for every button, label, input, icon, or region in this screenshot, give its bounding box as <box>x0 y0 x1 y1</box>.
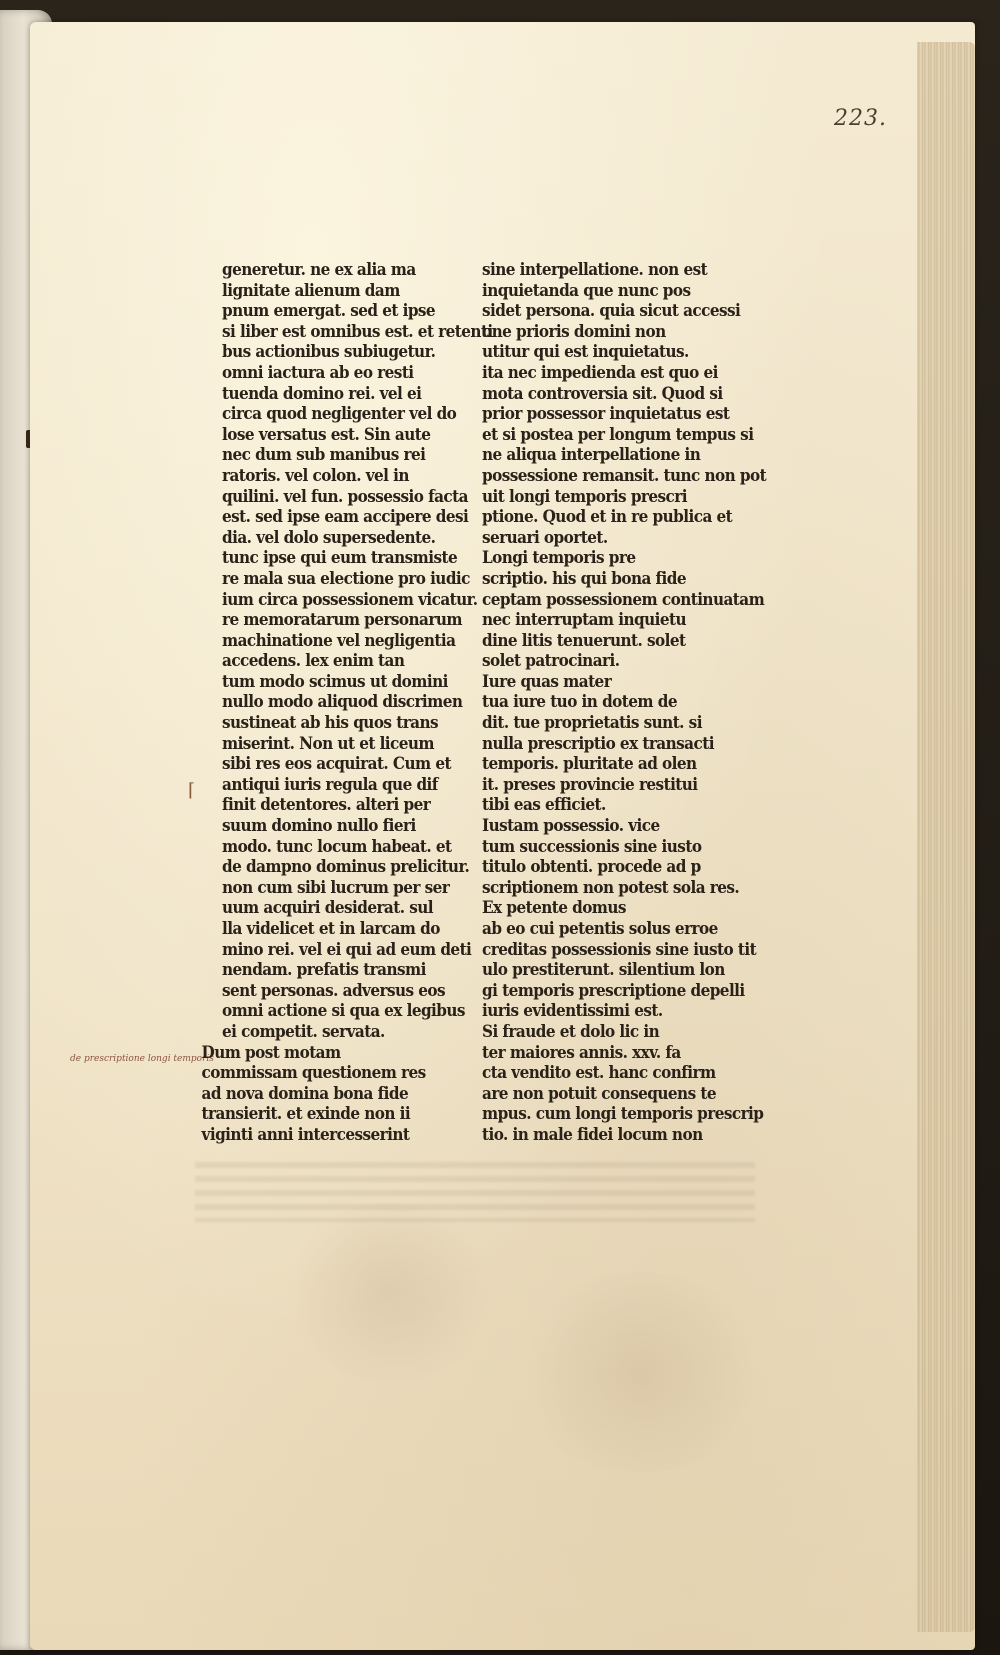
text-line: finit detentores. alteri per <box>222 795 431 815</box>
stain <box>280 1202 500 1382</box>
text-line: gi temporis prescriptione depelli <box>482 980 745 1000</box>
text-line: ab eo cui petentis solus erroe <box>482 919 718 938</box>
text-line: viginti anni intercesserint <box>201 1124 410 1144</box>
text-line: transierit. et exinde non ii <box>201 1104 411 1124</box>
text-line: suum domino nullo fieri <box>222 816 416 836</box>
text-line: ium circa possessionem vicatur. <box>222 589 478 609</box>
text-line: seruari oportet. <box>482 527 608 547</box>
manuscript-page <box>30 22 975 1650</box>
text-line: machinatione vel negligentia <box>222 630 456 650</box>
text-line: titulo obtenti. procede ad p <box>482 857 701 877</box>
text-line: nullo modo aliquod discrimen <box>222 692 463 712</box>
text-line: mota controversia sit. Quod si <box>482 383 723 403</box>
text-line: prior possessor inquietatus est <box>482 404 730 424</box>
text-line: cta vendito est. hanc confirm <box>482 1063 716 1083</box>
text-line: Dum post motam <box>201 1042 341 1062</box>
text-line: tum modo scimus ut domini <box>222 671 448 691</box>
text-line: pnum emergat. sed et ipse <box>222 301 436 321</box>
text-line: sibi res eos acquirat. Cum et <box>222 754 451 774</box>
text-line: mino rei. vel ei qui ad eum deti <box>222 939 472 959</box>
text-line: ulo prestiterunt. silentium lon <box>482 960 725 980</box>
text-line: re memoratarum personarum <box>222 610 462 630</box>
text-line: solet patrocinari. <box>482 651 620 671</box>
text-line: accedens. lex enim tan <box>222 651 405 671</box>
text-line: tibi eas efficiet. <box>482 795 606 815</box>
text-line: mpus. cum longi temporis prescrip <box>482 1104 764 1124</box>
text-line: nulla prescriptio ex transacti <box>482 733 714 753</box>
text-line: et si postea per longum tempus si <box>482 424 754 444</box>
text-line: non cum sibi lucrum per ser <box>222 877 450 897</box>
margin-note: de prescriptione longi temporis <box>70 1054 214 1064</box>
text-line: scriptionem non potest sola res. <box>482 877 740 897</box>
text-line: possessione remansit. tunc non pot <box>482 465 767 485</box>
text-line: sent personas. adversus eos <box>222 980 446 1000</box>
text-line: dit. tue proprietatis sunt. si <box>482 713 702 733</box>
text-line: omni actione si qua ex legibus <box>222 1001 465 1021</box>
text-line: ad nova domina bona fide <box>201 1083 409 1103</box>
text-line: sustineat ab his quos trans <box>222 713 439 733</box>
text-line: dia. vel dolo supersedente. <box>222 527 436 547</box>
text-line: lignitate alienum dam <box>222 280 400 300</box>
text-line: quilini. vel fun. possessio facta <box>222 486 468 506</box>
text-line: dine litis tenuerunt. solet <box>482 630 686 650</box>
text-line: commissam questionem res <box>201 1063 426 1083</box>
text-line: tuenda domino rei. vel ei <box>222 383 422 403</box>
text-line: uum acquiri desiderat. sul <box>222 898 434 918</box>
text-line: ptione. Quod et in re publica et <box>482 507 733 527</box>
text-line: ter maiores annis. xxv. fa <box>482 1042 681 1062</box>
text-line: sidet persona. quia sicut accessi <box>482 301 741 321</box>
text-line: ita nec impedienda est quo ei <box>482 362 718 382</box>
text-line: Iure quas mater <box>482 671 612 691</box>
text-line: ratoris. vel colon. vel in <box>222 465 409 485</box>
text-line: de dampno dominus prelicitur. <box>222 857 470 877</box>
text-line: tum successionis sine iusto <box>482 836 702 856</box>
text-line: tio. in male fidei locum non <box>482 1124 703 1144</box>
text-line: lla videlicet et in larcam do <box>222 919 440 938</box>
text-line: circa quod negligenter vel do <box>222 404 457 424</box>
text-line: it. preses provincie restitui <box>482 774 698 794</box>
folio-number: 223. <box>834 106 887 131</box>
text-line: temporis. pluritate ad olen <box>482 754 697 774</box>
text-line: nendam. prefatis transmi <box>222 960 426 980</box>
text-line: one prioris domini non <box>482 321 666 341</box>
text-line: are non potuit consequens te <box>482 1083 716 1103</box>
text-line: iuris evidentissimi est. <box>482 1001 663 1021</box>
text-line: utitur qui est inquietatus. <box>482 342 689 362</box>
text-line: miserint. Non ut et liceum <box>222 733 434 753</box>
stain <box>510 1272 770 1472</box>
text-line: generetur. ne ex alia ma <box>222 260 416 279</box>
text-line: Longi temporis pre <box>482 548 636 568</box>
text-column-left <box>201 260 493 1146</box>
text-line: ne aliqua interpellatione in <box>482 445 701 465</box>
text-line: lose versatus est. Sin aute <box>222 424 431 444</box>
text-line: est. sed ipse eam accipere desi <box>222 507 469 527</box>
text-line: creditas possessionis sine iusto tit <box>482 939 757 959</box>
text-line: uit longi temporis prescri <box>482 486 687 506</box>
text-line: inquietanda que nunc pos <box>482 280 691 300</box>
show-through-text <box>195 1162 755 1222</box>
text-line: tua iure tuo in dotem de <box>482 692 677 712</box>
text-line: tunc ipse qui eum transmiste <box>222 548 458 568</box>
text-line: nec interruptam inquietu <box>482 610 686 630</box>
text-line: ei competit. servata. <box>222 1021 385 1041</box>
page-stack-edge <box>917 42 975 1632</box>
text-line: Ex petente domus <box>482 898 626 918</box>
text-line: omni iactura ab eo resti <box>222 362 414 382</box>
text-line: antiqui iuris regula que dif <box>222 774 438 794</box>
text-line: Si fraude et dolo lic in <box>482 1021 660 1041</box>
text-line: si liber est omnibus est. et retenti <box>222 321 493 341</box>
text-line: re mala sua electione pro iudic <box>222 568 470 588</box>
text-line: ceptam possessionem continuatam <box>482 589 765 609</box>
margin-bracket-mark: ⌈ <box>188 780 196 801</box>
text-line: sine interpellatione. non est <box>482 260 708 279</box>
text-line: bus actionibus subiugetur. <box>222 342 436 362</box>
text-line: scriptio. his qui bona fide <box>482 568 687 588</box>
text-line: Iustam possessio. vice <box>482 816 660 836</box>
text-line: modo. tunc locum habeat. et <box>222 836 452 856</box>
text-column-right <box>482 260 766 1146</box>
text-line: nec dum sub manibus rei <box>222 445 426 465</box>
